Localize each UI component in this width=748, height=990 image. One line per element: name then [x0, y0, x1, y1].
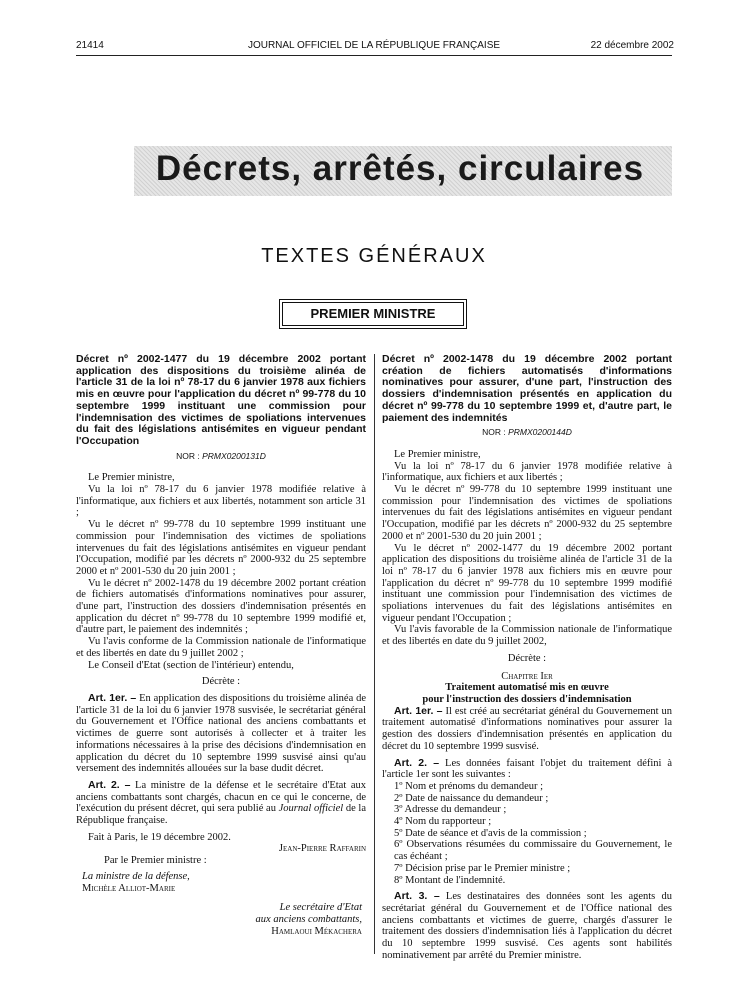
list-item: 7º Décision prise par le Premier ministre ;: [394, 862, 571, 874]
ministre-title: La ministre de la défense,: [82, 870, 190, 882]
paragraph: Vu l'avis conforme de la Commission nationale de l'informatique et des libertés en date du 9 juillet 2002 ;: [76, 636, 366, 659]
nor-label: NOR :: [176, 450, 200, 461]
chapter-title-2: pour l'instruction des dossiers d'indemnisation: [422, 693, 632, 705]
section-title: TEXTES GÉNÉRAUX: [261, 245, 487, 267]
journal-reference: Journal officiel: [278, 803, 344, 815]
article-text: En application des dispositions du troisième alinéa de l'article 31 de la loi du 6 janvier 1978 susvisée, le secrétariat général du Gouvernement et l'Office national des anciens combattants et victimes de guerre sont autorisés à collecter et à traiter les informations nécessaires à la prise des décisions d'indemnisation en application du décret du 10 septembre 1999 susvisé ainsi qu'au versement des indemnités allouées sur la base dudit décret.: [76, 692, 366, 775]
nor-reference: [76, 451, 366, 463]
nor-reference: [382, 427, 672, 439]
running-header: [0, 40, 748, 54]
decrete: Décrète :: [507, 652, 547, 664]
nor-label: NOR :: [482, 427, 506, 438]
paragraph: Vu le décret nº 2002-1478 du 19 décembre 2002 portant création de fichiers automatisés d'informations nominatives pour assurer, d'une part, l'instruction des dossiers d'indemnisation présentés en application du décret nº 99-778 du 10 septembre 1999 modifié et, d'autre part, le paiement des indemnités ;: [76, 577, 366, 636]
banner-title: Décrets, arrêtés, circulaires: [155, 149, 645, 188]
par-le-premier-ministre: Par le Premier ministre :: [104, 855, 207, 867]
paragraph: Vu le décret nº 99-778 du 10 septembre 1999 instituant une commission pour l'indemnisation des victimes de spoliations intervenues du fait des législations antisémites en vigueur pendant l'Occupation, modifié par les décrets nº 2000-932 du 25 septembre 2000 et nº 2001-530 du 20 juin 2001 ;: [382, 484, 672, 542]
issue-date: 22 décembre 2002: [590, 40, 674, 51]
page-number: 21414: [76, 40, 104, 51]
article-label: Art. 3. –: [394, 890, 440, 903]
ministry-box: PREMIER MINISTRE: [282, 302, 464, 326]
article-3: [382, 891, 672, 961]
nor-code: PRMX0200131D: [202, 450, 266, 461]
secretaire-title: Le secrétaire d'Etat: [279, 902, 362, 914]
nor-code: PRMX0200144D: [508, 427, 572, 438]
list-item: 1º Nom et prénoms du demandeur ;: [394, 780, 544, 792]
chapter-title: Traitement automatisé mis en œuvre: [445, 682, 609, 694]
article-label: Art. 2. –: [88, 778, 131, 791]
paragraph: Le Premier ministre,: [394, 448, 481, 460]
article-label: Art. 1er. –: [88, 691, 137, 704]
list-item: 2º Date de naissance du demandeur ;: [394, 792, 549, 804]
article-2: [382, 758, 672, 781]
article-2: [76, 780, 366, 827]
list-item: 3º Adresse du demandeur ;: [394, 804, 507, 816]
paragraph: Vu l'avis favorable de la Commission nationale de l'informatique et des libertés en date du 9 juillet 2002,: [382, 624, 672, 648]
right-column: [382, 354, 672, 961]
article-1: [76, 693, 366, 775]
article-text: Les données faisant l'objet du traitement défini à l'article 1er sont les suivantes :: [382, 757, 673, 781]
article-label: Art. 1er. –: [394, 704, 443, 717]
journal-title: JOURNAL OFFICIEL DE LA RÉPUBLIQUE FRANÇAISE: [247, 40, 501, 51]
left-column: [76, 354, 366, 937]
article-text: La ministre de la défense et le secrétaire d'Etat aux anciens combattants sont chargés, chacun en ce qui le concerne, de l'exécution du présent décret, qui sera publié au: [76, 779, 366, 815]
article-text: Les destinataires des données sont les agents du secrétariat général du Gouvernement et de l'Office national des anciens combattants et victimes de guerre, chargés d'assurer le traitement des dossiers d'indemnisation liés à l'application du décret du 10 septembre 1999 susvisé. Ces agents sont habilités nominativement par arrêté du Premier ministre.: [382, 891, 672, 961]
column-divider: [374, 354, 375, 954]
paragraph: Vu la loi nº 78-17 du 6 janvier 1978 modifiée relative à l'informatique, aux fichiers et aux libertés, notamment son article 31 ;: [76, 484, 366, 519]
secretaire-title-2: aux anciens combattants,: [255, 913, 362, 925]
chapter-heading: Chapitre Ier: [501, 670, 553, 682]
paragraph: Le Conseil d'Etat (section de l'intérieur) entendu,: [88, 659, 294, 671]
article-1: [382, 706, 672, 753]
secretaire-name: Hamlaoui Mékachera: [271, 925, 362, 937]
decrete: Décrète :: [201, 676, 241, 688]
article-label: Art. 2. –: [394, 756, 440, 769]
signature-premier-ministre: Jean-Pierre Raffarin: [278, 843, 366, 855]
list-item: 8º Montant de l'indemnité.: [394, 874, 506, 886]
article-text-end: de la République française.: [76, 803, 366, 827]
decree-title: Décret nº 2002-1477 du 19 décembre 2002 portant application des dispositions du troisième alinéa de l'article 31 de la loi nº 78-17 du 6 janvier 1978 aux fichiers mis en œuvre pour l'application du décret nº 99-778 du 10 septembre 1999 instituant une commission pour l'indemnisation des victimes de spoliations intervenues du fait des législations antisémites en vigueur pendant l'Occupation: [76, 353, 366, 447]
article-text: Il est créé au secrétariat général du Gouvernement un traitement automatisé d'informations nominatives pour assurer la gestion des dossiers d'indemnisation présentés en application du décret du 10 septembre 1999 susvisé.: [382, 705, 672, 752]
ministre-name: Michèle Alliot-Marie: [82, 882, 176, 894]
paragraph: Vu le décret nº 2002-1477 du 19 décembre 2002 portant application des dispositions du troisième alinéa de l'article 31 de la loi nº 78-17 du 6 janvier 1978 aux fichiers mis en œuvre pour l'application du décret nº 99-778 du 10 septembre 1999 modifié instituant une commission pour l'indemnisation des victimes de spoliations intervenues du fait des législations antisémites en vigueur pendant l'Occupation ;: [382, 542, 672, 624]
fait-a-paris: Fait à Paris, le 19 décembre 2002.: [88, 831, 231, 843]
header-rule: [76, 55, 672, 56]
paragraph: Vu la loi nº 78-17 du 6 janvier 1978 modifiée relative à l'informatique, aux fichiers et aux libertés ;: [382, 460, 672, 484]
list-item: 5º Date de séance et d'avis de la commission ;: [394, 827, 587, 839]
list-item: 4º Nom du rapporteur ;: [394, 816, 492, 828]
paragraph: Le Premier ministre,: [88, 472, 175, 484]
paragraph: Vu le décret nº 99-778 du 10 septembre 1999 instituant une commission pour l'indemnisation des victimes de spoliations intervenues du fait des législations antisémites en vigueur pendant l'Occupation, modifié par les décrets nº 2000-932 du 25 septembre 2000 et nº 2001-530 du 20 juin 2001 ;: [76, 519, 366, 577]
decree-title: Décret nº 2002-1478 du 19 décembre 2002 portant création de fichiers automatisés d'informations nominatives pour assurer, d'une part, l'instruction des dossiers d'indemnisation présentés en application du décret nº 99-778 du 10 septembre 1999 et, d'autre part, le paiement des indemnités: [382, 353, 672, 424]
list-item: 6º Observations résumées du commissaire du Gouvernement, le cas échéant ;: [394, 839, 672, 863]
